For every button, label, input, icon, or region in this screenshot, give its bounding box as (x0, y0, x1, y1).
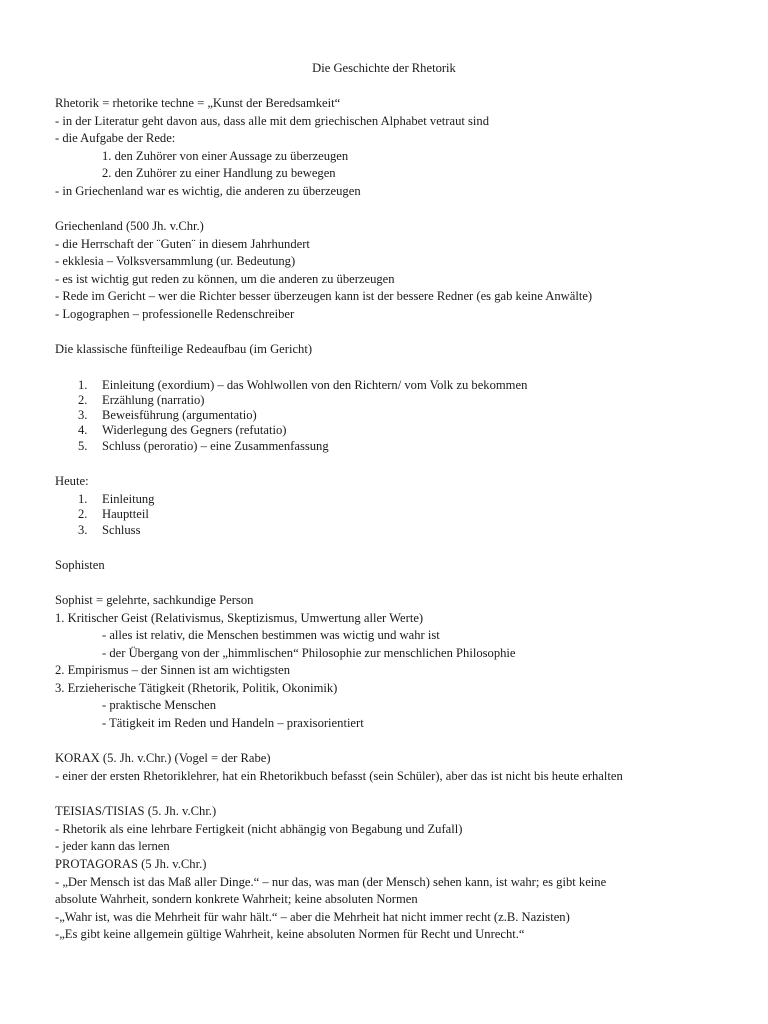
sophists-point: 1. Kritischer Geist (Relativismus, Skeptizismus, Umwertung aller Werte) (55, 611, 424, 625)
list-number: 3. (78, 408, 88, 422)
teisias-line: - Rhetorik als eine lehrbare Fertigkeit (nicht abhängig von Begabung und Zufall) (55, 822, 463, 836)
list-item: Erzählung (narratio) (102, 393, 205, 407)
list-item: Beweisführung (argumentatio) (102, 408, 257, 422)
greece-line: - ekklesia – Volksversammlung (ur. Bedeutung) (55, 254, 296, 268)
intro-line: - in der Literatur geht davon aus, dass alle mit dem griechischen Alphabet vetraut sind (55, 114, 490, 128)
greece-line: - Logographen – professionelle Redenschreiber (55, 307, 295, 321)
list-number: 5. (78, 439, 88, 453)
list-number: 4. (78, 423, 88, 437)
section-heading-today: Heute: (55, 474, 89, 488)
page-title: Die Geschichte der Rhetorik (312, 61, 456, 75)
sophists-subpoint: - Tätigkeit im Reden und Handeln – praxisorientiert (102, 716, 364, 730)
list-item: Schluss (102, 523, 141, 537)
sophists-point: 3. Erzieherische Tätigkeit (Rhetorik, Politik, Okonimik) (55, 681, 338, 695)
list-number: 1. (78, 378, 88, 392)
protagoras-line: -„Wahr ist, was die Mehrheit für wahr hält.“ – aber die Mehrheit hat nicht immer recht (z.B. Nazisten) (55, 910, 570, 924)
intro-line: - in Griechenland war es wichtig, die anderen zu überzeugen (55, 184, 361, 198)
korax-line: - einer der ersten Rhetoriklehrer, hat ein Rhetorikbuch befasst (sein Schüler), aber das ist nicht bis heute erhalten (55, 769, 623, 783)
protagoras-line: -„Es gibt keine allgemein gültige Wahrheit, keine absoluten Normen für Recht und Unrecht.“ (55, 927, 525, 941)
protagoras-line: - „Der Mensch ist das Maß aller Dinge.“ – nur das, was man (der Mensch) sehen kann, ist wahr; es gibt keine (55, 875, 607, 889)
intro-subline: 2. den Zuhörer zu einer Handlung zu bewegen (102, 166, 336, 180)
intro-line: - die Aufgabe der Rede: (55, 131, 176, 145)
list-number: 3. (78, 523, 88, 537)
protagoras-line: absolute Wahrheit, sondern konkrete Wahrheit; keine absoluten Normen (55, 892, 418, 906)
section-heading-teisias: TEISIAS/TISIAS (5. Jh. v.Chr.) (55, 804, 217, 818)
list-number: 2. (78, 393, 88, 407)
section-heading-classic: Die klassische fünfteilige Redeaufbau (im Gericht) (55, 342, 313, 356)
sophists-definition: Sophist = gelehrte, sachkundige Person (55, 593, 254, 607)
section-heading-sophists: Sophisten (55, 558, 105, 572)
list-item: Hauptteil (102, 507, 149, 521)
sophists-subpoint: - der Übergang von der „himmlischen“ Philosophie zur menschlichen Philosophie (102, 646, 516, 660)
sophists-point: 2. Empirismus – der Sinnen ist am wichtigsten (55, 663, 291, 677)
greece-line: - es ist wichtig gut reden zu können, um die anderen zu überzeugen (55, 272, 395, 286)
list-number: 1. (78, 492, 88, 506)
greece-line: - Rede im Gericht – wer die Richter besser überzeugen kann ist der bessere Redner (es gab keine Anwälte) (55, 289, 593, 303)
list-item: Widerlegung des Gegners (refutatio) (102, 423, 287, 437)
list-item: Schluss (peroratio) – eine Zusammenfassung (102, 439, 329, 453)
list-number: 2. (78, 507, 88, 521)
list-item: Einleitung (exordium) – das Wohlwollen von den Richtern/ vom Volk zu bekommen (102, 378, 528, 392)
intro-heading: Rhetorik = rhetorike techne = „Kunst der Beredsamkeit“ (55, 96, 341, 110)
section-heading-protagoras: PROTAGORAS (5 Jh. v.Chr.) (55, 857, 207, 871)
section-heading-greece: Griechenland (500 Jh. v.Chr.) (55, 219, 204, 233)
greece-line: - die Herrschaft der ¨Guten¨ in diesem Jahrhundert (55, 237, 310, 251)
list-item: Einleitung (102, 492, 155, 506)
section-heading-korax: KORAX (5. Jh. v.Chr.) (Vogel = der Rabe) (55, 751, 271, 765)
intro-subline: 1. den Zuhörer von einer Aussage zu überzeugen (102, 149, 349, 163)
teisias-line: - jeder kann das lernen (55, 839, 170, 853)
sophists-subpoint: - alles ist relativ, die Menschen bestimmen was wictig und wahr ist (102, 628, 440, 642)
sophists-subpoint: - praktische Menschen (102, 698, 217, 712)
